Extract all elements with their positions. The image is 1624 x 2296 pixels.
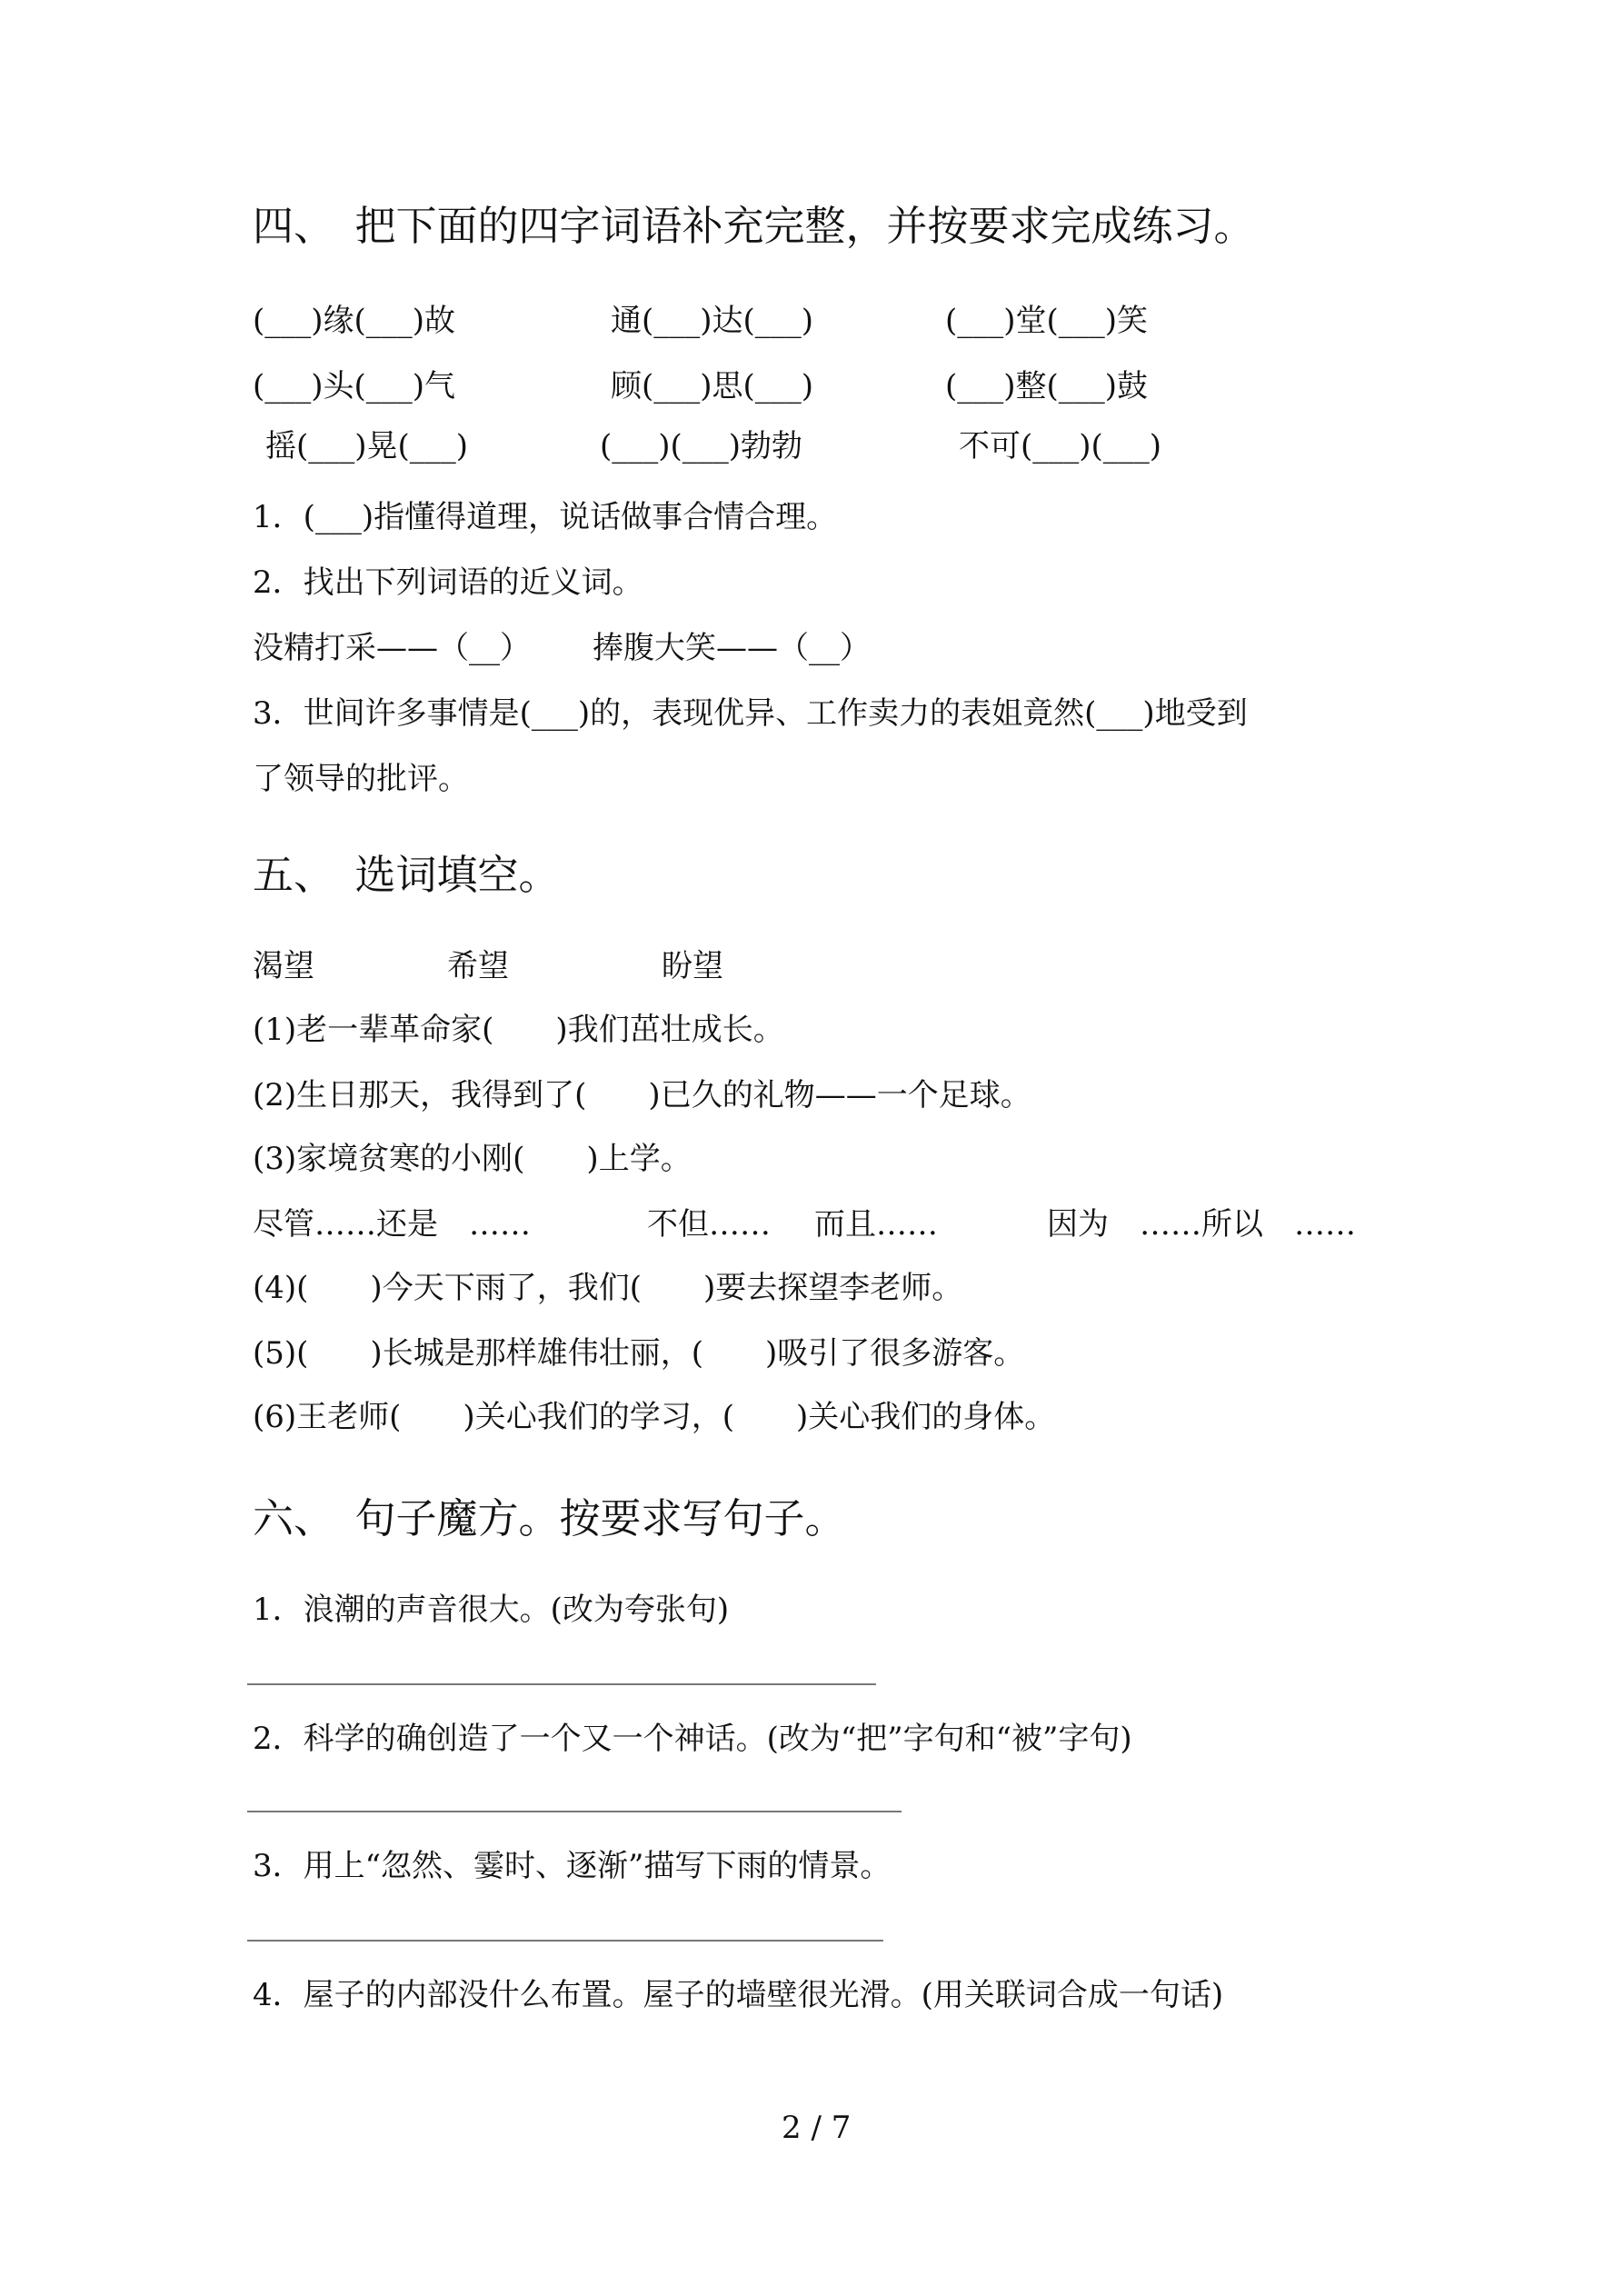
- idiom-r3-c1: 摇(___)晃(___): [265, 428, 469, 464]
- conj-option-1: 尽管……还是 ……: [253, 1206, 531, 1243]
- fill-item-2: (2)生日那天，我得到了( )已久的礼物——一个足球。: [253, 1077, 1031, 1113]
- sentence-task-1: 1．浪潮的声音很大。(改为夸张句): [253, 1592, 730, 1628]
- conj-option-4: 因为 ……所以 ……: [1047, 1206, 1356, 1243]
- q2-item-1: 没精打采——（__）: [253, 630, 531, 666]
- idiom-r2-c2: 顾(___)思(___): [611, 368, 814, 404]
- idiom-r1-c3: (___)堂(___)笑: [945, 303, 1149, 339]
- section4-q3-line2: 了领导的批评。: [253, 761, 469, 797]
- word-option-xiwang: 希望: [447, 948, 509, 984]
- fill-item-3: (3)家境贫寒的小刚( )上学。: [253, 1141, 692, 1177]
- fill-item-4: (4)( )今天下雨了，我们( )要去探望李老师。: [253, 1270, 963, 1306]
- answer-line-1[interactable]: [247, 1683, 876, 1685]
- idiom-r2-c3: (___)整(___)鼓: [945, 368, 1149, 404]
- sentence-task-3: 3．用上“忽然、霎时、逐渐”描写下雨的情景。: [253, 1848, 892, 1884]
- answer-line-2[interactable]: [247, 1811, 902, 1812]
- fill-item-1: (1)老一辈革命家( )我们茁壮成长。: [253, 1012, 784, 1048]
- fill-item-6: (6)王老师( )关心我们的学习，( )关心我们的身体。: [253, 1399, 1056, 1435]
- section6-title: 六、 句子魔方。按要求写句子。: [253, 1494, 846, 1542]
- conj-option-2: 不但……: [647, 1206, 771, 1243]
- word-option-panwang: 盼望: [662, 948, 723, 984]
- page-number: 2 / 7: [782, 2110, 852, 2146]
- idiom-r3-c2: (___)(___)勃勃: [600, 428, 803, 464]
- fill-item-5: (5)( )长城是那样雄伟壮丽，( )吸引了很多游客。: [253, 1335, 1025, 1372]
- idiom-r3-c3: 不可(___)(___): [959, 428, 1162, 464]
- section4-q3-line1: 3．世间许多事情是(___)的，表现优异、工作卖力的表姐竟然(___)地受到: [253, 695, 1248, 732]
- sentence-task-4: 4．屋子的内部没什么布置。屋子的墙壁很光滑。(用关联词合成一句话): [253, 1977, 1224, 2013]
- conj-option-3: 而且……: [814, 1206, 938, 1243]
- idiom-r1-c2: 通(___)达(___): [611, 303, 814, 339]
- section4-q1: 1．(___)指懂得道理，说话做事合情合理。: [253, 499, 838, 535]
- q2-item-2: 捧腹大笑——（__）: [593, 630, 871, 666]
- section5-title: 五、 选词填空。: [253, 851, 560, 899]
- section4-q2: 2．找出下列词语的近义词。: [253, 564, 643, 601]
- idiom-r2-c1: (___)头(___)气: [253, 368, 456, 404]
- word-option-kewang: 渴望: [253, 948, 314, 984]
- answer-line-3[interactable]: [247, 1940, 883, 1942]
- section4-title: 四、 把下面的四字词语补充完整，并按要求完成练习。: [253, 202, 1255, 250]
- sentence-task-2: 2．科学的确创造了一个又一个神话。(改为“把”字句和“被”字句): [253, 1721, 1132, 1757]
- idiom-r1-c1: (___)缘(___)故: [253, 303, 456, 339]
